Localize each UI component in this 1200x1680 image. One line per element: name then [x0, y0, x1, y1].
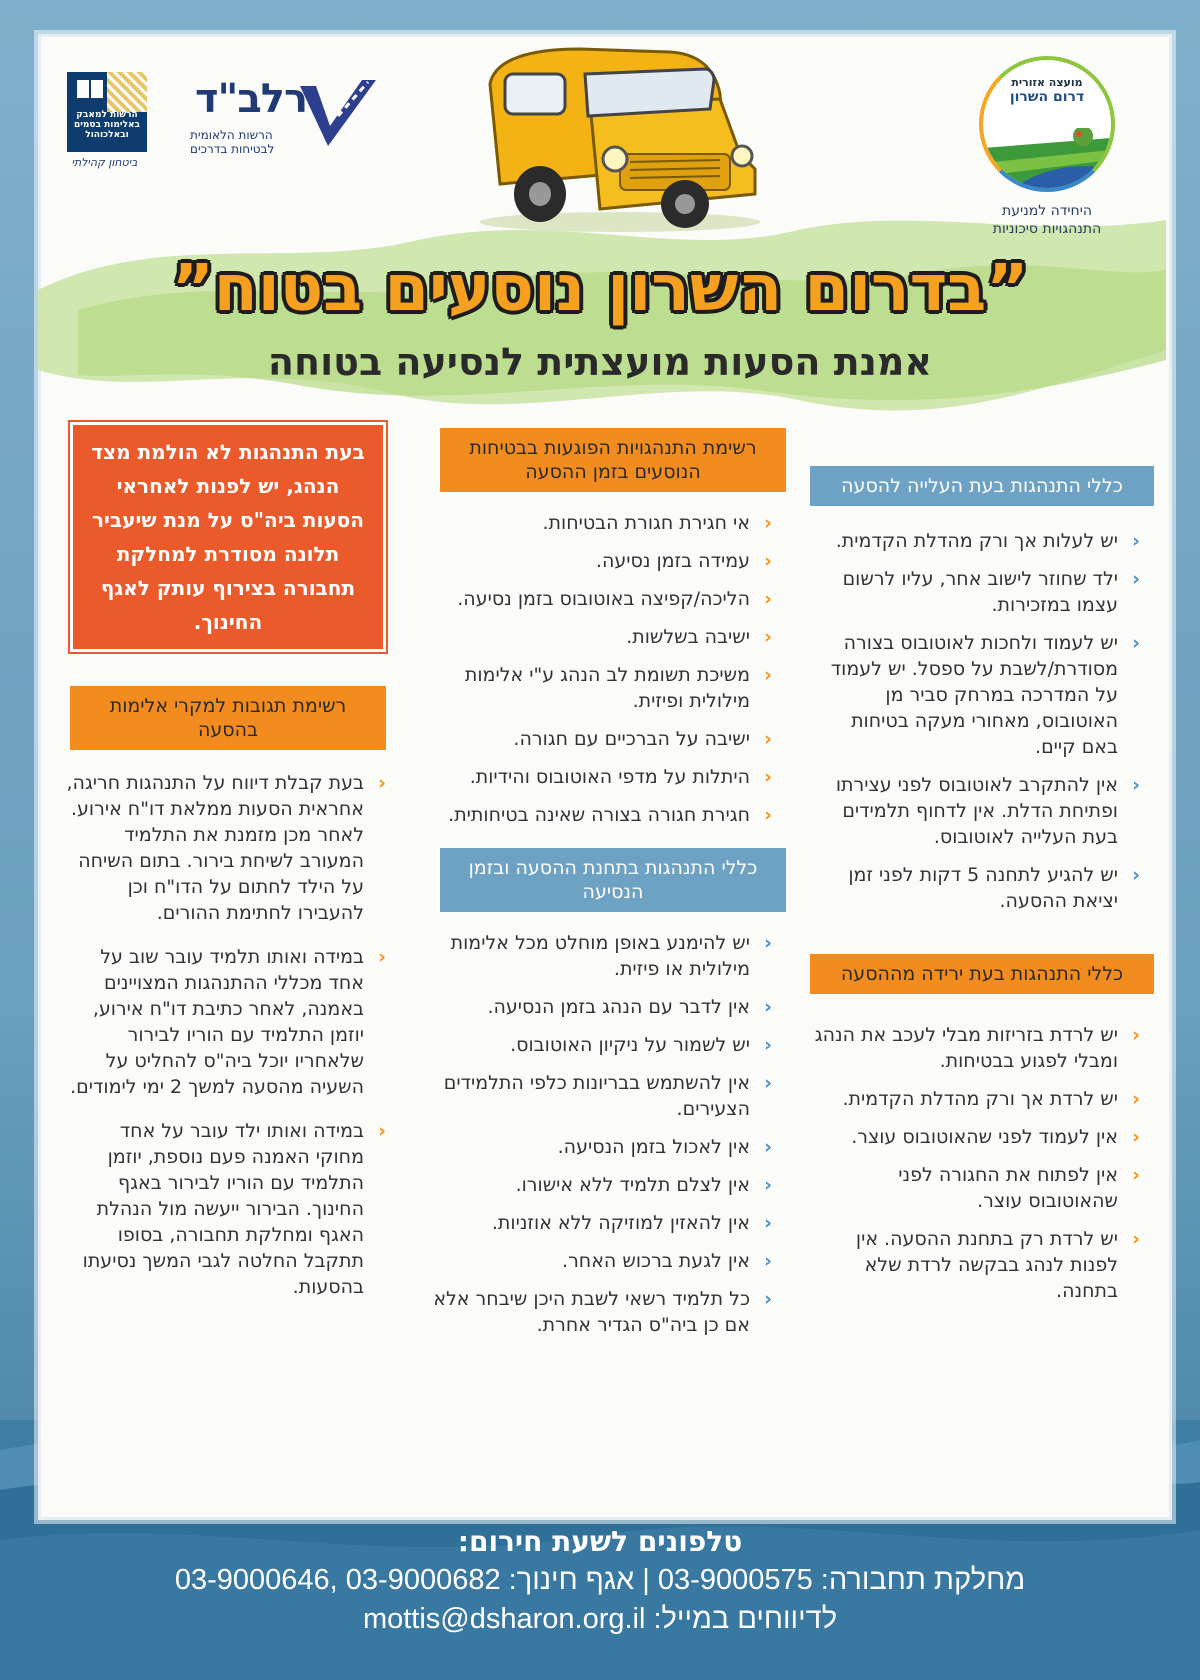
chevron-left-icon: ‹: [764, 1212, 772, 1234]
list-item: ‹ במידה ואותו ילד עובר על אחד מחוקי האמנה פעם נוספת, יוזמן התלמיד עם הוריו לבירור באגף החינוך. הבירור ייעשה מול הנהלת האגף ומחלקת תחבורה, בסופו תתקבל החלטה לגבי המשך נסיעתו בהסעות.: [82, 1120, 386, 1298]
list-item: ‹ יש לעמוד ולחכות לאוטובוס בצורה מסודרת/לשבת על ספסל. יש לעמוד על המדרכה במרחק סביר מן האוטובוס, מאחורי מעקה בטיחות באם קיים.: [830, 632, 1140, 758]
chevron-left-icon: ‹: [378, 946, 386, 968]
school-bus-icon: [470, 44, 770, 234]
footer-email[interactable]: לדיווחים במייל: mottis@dsharon.org.il: [362, 1603, 838, 1635]
chevron-left-icon: ‹: [764, 932, 772, 954]
list-item: ‹ היתלות על מדפי האוטובוס והידיות.: [469, 766, 772, 788]
list-item: ‹ ישיבה בשלשות.: [626, 626, 772, 648]
stripes-icon: [107, 72, 147, 112]
harmful-header: רשימת התנהגויות הפוגעות בבטיחות הנוסעים בזמן ההסעה: [440, 428, 786, 492]
chevron-left-icon: ‹: [764, 804, 772, 826]
chevron-left-icon: ‹: [1132, 1126, 1140, 1148]
anti-violence-authority-logo: [62, 72, 147, 169]
exiting-header: כללי התנהגות בעת ירידה מההסעה: [810, 954, 1154, 994]
chevron-left-icon: ‹: [1132, 864, 1140, 886]
list-item: ‹ אי חגירת חגורת הבטיחות.: [542, 512, 772, 534]
list-item: ‹ כל תלמיד רשאי לשבת היכן שיבחר אלא אם כן ביה"ס הגדיר אחרת.: [433, 1288, 772, 1336]
list-item: ‹ יש לרדת בזריזות מבלי לעכב את הנהג ומבלי לפגוע בבטיחות.: [814, 1024, 1140, 1072]
list-item: ‹ עמידה בזמן נסיעה.: [595, 550, 772, 572]
list-item: ‹ ישיבה על הברכיים עם חגורה.: [513, 728, 772, 750]
nrsa-name: רלב"ד: [195, 76, 308, 122]
list-item: ‹ אין לפתוח את החגורה לפני שהאוטובוס עוצר.: [898, 1164, 1140, 1212]
list-item: ‹ יש לרדת רק בתחנת ההסעה. אין לפנות לנהג בבקשה לרדת שלא בתחנה.: [855, 1228, 1140, 1302]
list-item: ‹ אין לגעת ברכוש האחר.: [562, 1250, 772, 1272]
list-item: ‹ ילד שחוזר לישוב אחר, עליו לרשום עצמו במזכירות.: [842, 568, 1140, 616]
list-item: ‹ אין לעמוד לפני שהאוטובוס עוצר.: [851, 1126, 1140, 1148]
list-item: ‹ אין להתקרב לאוטובוס לפני עצירתו ופתיחת הדלת. אין לדחוף תלמידים בעת העלייה לאוטובוס.: [835, 774, 1140, 848]
authority-tagline: ביטחון קהילתי: [71, 156, 138, 169]
chevron-left-icon: ‹: [764, 1072, 772, 1094]
list-item: ‹ אין לאכול בזמן הנסיעה.: [557, 1136, 772, 1158]
authority-name: הרשות למאבק באלימות בסמים ובאלכוהול: [73, 110, 141, 140]
fields-icon: [983, 128, 1111, 188]
list-item: ‹ יש להימנע באופן מוחלט מכל אלימות מילולית או פיזית.: [450, 932, 772, 980]
chevron-left-icon: ‹: [1132, 568, 1140, 590]
footer-phones: מחלקת תחבורה: 03-9000575 | אגף חינוך: 03-9000682 ,03-9000646: [174, 1564, 1026, 1596]
chevron-left-icon: ‹: [764, 1174, 772, 1196]
nrsa-subtitle: הרשות הלאומית לבטיחות בדרכים: [190, 128, 275, 156]
council-logo: [972, 56, 1122, 238]
list-item: ‹ אין להאזין למוזיקה ללא אוזניות.: [491, 1212, 772, 1234]
chevron-left-icon: ‹: [764, 626, 772, 648]
nrsa-logo: [190, 76, 390, 166]
boarding-list: [810, 528, 1140, 914]
responses-list: [66, 770, 386, 1300]
list-item: ‹ בעת קבלת דיווח על התנהגות חריגה, אחראית הסעות ממלאת דו"ח אירוע. לאחר מכן מזמנת את התלמיד המעורב לשיחת בירור. בתום השיחה על הילד לחתום על הדו"ח וכן להעבירו לחתימת ההורים.: [66, 772, 386, 924]
chevron-left-icon: ‹: [764, 512, 772, 534]
chevron-left-icon: ‹: [378, 1120, 386, 1142]
chevron-left-icon: ‹: [764, 996, 772, 1018]
page-subtitle: אמנת הסעות מועצתית לנסיעה בטוחה: [267, 340, 933, 384]
chevron-left-icon: ‹: [1132, 632, 1140, 654]
boarding-header: כללי התנהגות בעת העלייה להסעה: [810, 466, 1154, 506]
chevron-left-icon: ‹: [764, 1136, 772, 1158]
list-item: ‹ אין להשתמש בבריונות כלפי התלמידים הצעירים.: [443, 1072, 772, 1120]
driver-complaint-notice: בעת התנהגות לא הולמת מצד הנהג, יש לפנות לאחראי הסעות ביה"ס על מנת שיעביר תלונה מסודרת למחלקת תחבורה בצירוף עותק לאגף החינוך.: [70, 422, 386, 652]
list-item: ‹ יש לרדת אך ורק מהדלת הקדמית.: [842, 1088, 1140, 1110]
chevron-left-icon: ‹: [1132, 774, 1140, 796]
chevron-left-icon: ‹: [764, 766, 772, 788]
chevron-left-icon: ‹: [378, 772, 386, 794]
list-item: ‹ חגירת חגורה בצורה שאינה בטיחותית.: [448, 804, 772, 826]
chevron-left-icon: ‹: [764, 588, 772, 610]
chevron-left-icon: ‹: [1132, 1088, 1140, 1110]
exiting-list: [810, 1022, 1140, 1304]
list-item: ‹ משיכת תשומת לב הנהג ע"י אלימות מילולית ופיזית.: [464, 664, 772, 712]
chevron-left-icon: ‹: [764, 550, 772, 572]
chevron-left-icon: ‹: [764, 664, 772, 686]
list-item: ‹ אין לדבר עם הנהג בזמן הנסיעה.: [487, 996, 772, 1018]
footer-title: טלפונים לשעת חירום:: [457, 1525, 743, 1558]
chevron-left-icon: ‹: [1132, 530, 1140, 552]
chevron-left-icon: ‹: [764, 1034, 772, 1056]
responses-header: רשימת תגובות למקרי אלימות בהסעה: [70, 686, 386, 750]
emergency-contacts: [0, 1515, 1200, 1680]
council-unit: היחידה למניעת התנהגויות סיכוניות: [992, 203, 1102, 237]
chevron-left-icon: ‹: [764, 1288, 772, 1310]
column-middle: [422, 420, 772, 1350]
chevron-left-icon: ‹: [1132, 1164, 1140, 1186]
station-list: [422, 930, 772, 1338]
council-name: דרום השרון: [1009, 89, 1085, 105]
list-item: ‹ יש להגיע לתחנה 5 דקות לפני זמן יציאת ההסעה.: [848, 864, 1140, 912]
page-title: ”בדרום השרון נוסעים בטוח”: [171, 252, 1029, 326]
council-emblem: [979, 56, 1115, 192]
list-item: ‹ אין לצלם תלמיד ללא אישורו.: [515, 1174, 772, 1196]
list-item: ‹ במידה ואותו תלמיד עובר שוב על אחד מכללי ההתנהגות המצויינים באמנה, לאחר כתיבת דו"ח אירוע, יוזמן התלמיד עם הוריו לבירור שלאחריו יוכל ביה"ס להחליט על השעיה מהסעה למשך 2 ימי לימודים.: [70, 946, 386, 1098]
check-road-icon: [298, 76, 378, 156]
chevron-left-icon: ‹: [764, 1250, 772, 1272]
chevron-left-icon: ‹: [1132, 1228, 1140, 1250]
council-ring-text: מועצה אזורית: [1011, 76, 1083, 89]
list-item: ‹ הליכה/קפיצה באוטובוס בזמן נסיעה.: [457, 588, 772, 610]
station-header: כללי התנהגות בתחנת ההסעה ובזמן הנסיעה: [440, 848, 786, 912]
list-item: ‹ יש לעלות אך ורק מהדלת הקדמית.: [835, 530, 1140, 552]
harmful-list: [422, 510, 772, 828]
book-icon: [77, 78, 103, 100]
authority-emblem: [67, 72, 147, 152]
column-right: [810, 420, 1140, 1316]
list-item: ‹ יש לשמור על ניקיון האוטובוס.: [510, 1034, 772, 1056]
chevron-left-icon: ‹: [764, 728, 772, 750]
chevron-left-icon: ‹: [1132, 1024, 1140, 1046]
column-left: [66, 420, 386, 1312]
